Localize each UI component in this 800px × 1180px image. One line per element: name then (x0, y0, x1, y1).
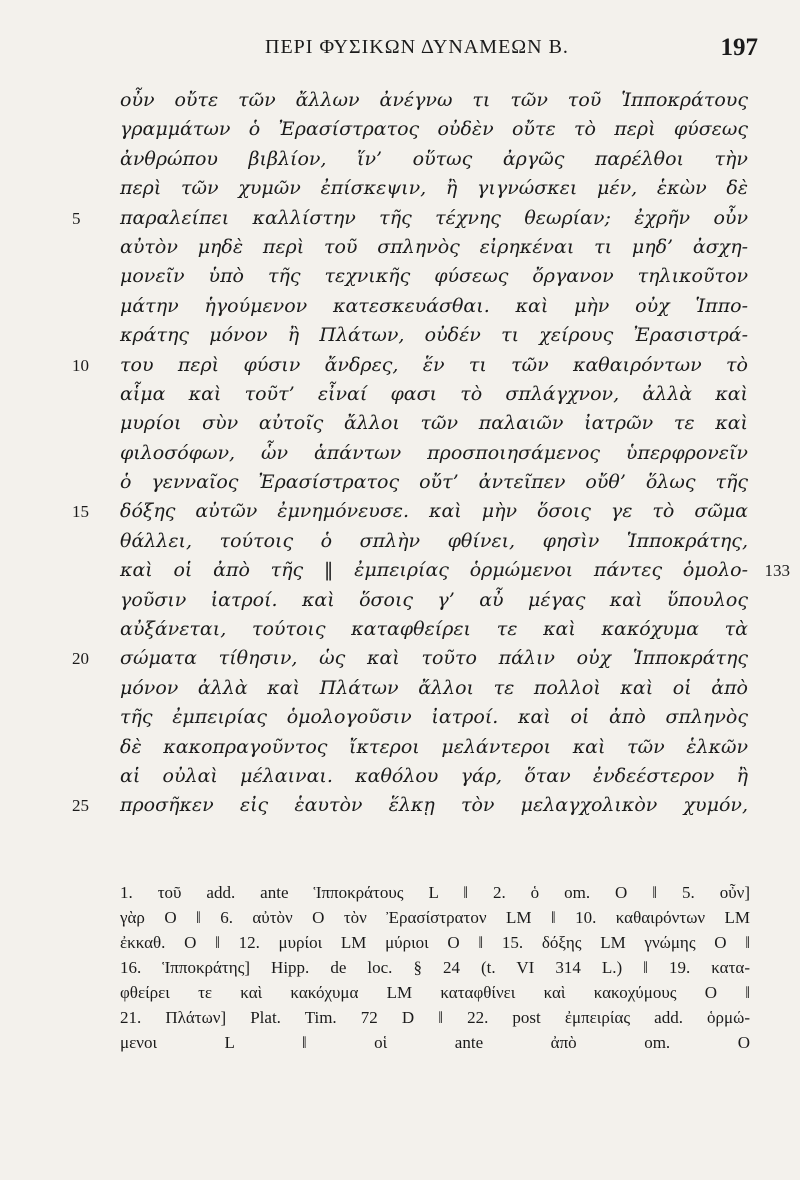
line-text: μονεῖν ὑπὸ τῆς τεχνικῆς φύσεως ὄργανον τηλικοῦτον (120, 265, 748, 288)
line-text: περὶ τῶν χυμῶν ἐπίσκεψιν, ἢ γιγνώσκει μέν, ἑκὼν δὲ (120, 177, 748, 200)
margin-page-reference: 133 (764, 561, 790, 581)
footnote-line: 1. τοῦ add. ante Ἱπποκράτους L ‖ 2. ὁ om. O ‖ 5. οὖν] (120, 883, 750, 902)
page-header (118, 36, 758, 76)
text-line (120, 586, 748, 615)
line-text: κράτης μόνον ἢ Πλάτων, οὐδέν τι χείρους Ἐρασιστρά- (120, 324, 748, 347)
text-line (120, 674, 748, 703)
text-line (120, 615, 748, 644)
line-text: αἷμα καὶ τοῦτ’ εἶναί φασι τὸ σπλάγχνον, ἀλλὰ καὶ (120, 382, 748, 405)
text-line (120, 468, 748, 497)
line-text: μάτην ἡγούμενον κατεσκευάσθαι. καὶ μὴν οὐχ Ἱππο- (120, 294, 748, 317)
footnote-line: μενοι L ‖ οἱ ante ἀπὸ om. O (120, 1033, 750, 1052)
text-line (120, 233, 748, 262)
text-line (120, 115, 748, 144)
line-text: μυρίοι σὺν αὐτοῖς ἄλλοι τῶν παλαιῶν ἰατρῶν τε καὶ (120, 412, 748, 435)
line-number: 5 (72, 208, 81, 228)
text-line (120, 703, 748, 732)
line-text: μόνον ἀλλὰ καὶ Πλάτων ἄλλοι τε πολλοὶ καὶ οἱ ἀπὸ (120, 676, 748, 699)
apparatus-criticus (120, 880, 750, 1055)
line-text: του περὶ φύσιν ἄνδρες, ἕν τι τῶν καθαιρόντων τὸ (120, 353, 748, 376)
footnote-line: 21. Πλάτων] Plat. Tim. 72 D ‖ 22. post ἐμπειρίας add. ὁρμώ- (120, 1008, 750, 1027)
running-title: ΠΕΡΙ ΦΥΣΙΚΩΝ ΔΥΝΑΜΕΩΝ Β. (265, 36, 569, 58)
text-line (120, 409, 748, 438)
text-line (120, 527, 748, 556)
text-line (72, 497, 748, 526)
line-text: φιλοσόφων, ὧν ἁπάντων προσποιησάμενος ὑπερφρονεῖν (120, 441, 748, 464)
text-line (120, 174, 748, 203)
line-text: αὐτὸν μηδὲ περὶ τοῦ σπληνὸς εἰρηκέναι τι μηδ’ ἀσχη- (120, 235, 748, 258)
line-text: προσῆκεν εἰς ἑαυτὸν ἕλκῃ τὸν μελαγχολικὸν χυμόν, (120, 794, 748, 817)
text-line (120, 321, 748, 350)
line-text: καὶ οἱ ἀπὸ τῆς ‖ ἐμπειρίας ὁρμώμενοι πάντες ὁμολο- (120, 559, 748, 582)
footnote-line: φθείρει τε καὶ κακόχυμα LM καταφθίνει καὶ κακοχύμους O ‖ (120, 983, 750, 1002)
text-line (72, 204, 748, 233)
text-line (120, 292, 748, 321)
line-text: γοῦσιν ἰατροί. καὶ ὅσοις γ’ αὖ μέγας καὶ ὕπουλος (120, 588, 748, 611)
line-text: αἱ οὐλαὶ μέλαιναι. καθόλου γάρ, ὅταν ἐνδεέστερον ἢ (120, 764, 748, 787)
line-text: θάλλει, τούτοις ὁ σπλὴν φθίνει, φησὶν Ἱπποκράτης, (120, 529, 748, 552)
line-text: δὲ κακοπραγοῦντος ἴκτεροι μελάντεροι καὶ τῶν ἑλκῶν (120, 735, 748, 758)
text-line (120, 86, 748, 115)
text-line (120, 762, 748, 791)
line-text: οὖν οὔτε τῶν ἄλλων ἀνέγνω τι τῶν τοῦ Ἱπποκράτους (120, 89, 748, 111)
text-line (120, 733, 748, 762)
line-text: αὐξάνεται, τούτοις καταφθείρει τε καὶ κακόχυμα τὰ (120, 618, 748, 641)
text-line (120, 262, 748, 291)
text-line (120, 380, 748, 409)
line-text: δόξης αὐτῶν ἐμνημόνευσε. καὶ μὴν ὅσοις γε τὸ σῶμα (120, 500, 748, 523)
footnote-line: ἐκκαθ. O ‖ 12. μυρίοι LM μύριοι O ‖ 15. δόξης LM γνώμης O ‖ (120, 933, 750, 952)
line-number: 20 (72, 649, 89, 669)
footnote-line: γὰρ O ‖ 6. αὐτὸν O τὸν Ἐρασίστρατον LM ‖ 10. καθαιρόντων LM (120, 908, 750, 927)
line-text: γραμμάτων ὁ Ἐρασίστρατος οὐδὲν οὔτε τὸ περὶ φύσεως (120, 118, 748, 141)
text-line (120, 439, 748, 468)
line-number: 15 (72, 502, 89, 522)
text-line (72, 791, 748, 820)
text-line (120, 556, 790, 585)
text-line (72, 644, 748, 673)
line-text: τῆς ἐμπειρίας ὁμολογοῦσιν ἰατροί. καὶ οἱ ἀπὸ σπληνὸς (120, 706, 748, 729)
line-text: ἀνθρώπου βιβλίον, ἵν’ οὕτως ἀργῶς παρέλθοι τὴν (120, 147, 748, 170)
line-text: ὁ γενναῖος Ἐρασίστρατος οὔτ’ ἀντεῖπεν οὔθ’ ὅλως τῆς (120, 471, 748, 494)
page-number: 197 (720, 34, 758, 61)
text-line (120, 145, 748, 174)
footnote-line: 16. Ἱπποκράτης] Hipp. de loc. § 24 (t. VI 314 L.) ‖ 19. κατα- (120, 958, 750, 977)
main-text (0, 86, 800, 821)
line-number: 10 (72, 355, 89, 375)
line-number: 25 (72, 796, 89, 816)
text-line (72, 351, 748, 380)
line-text: σώματα τίθησιν, ὡς καὶ τοῦτο πάλιν οὐχ Ἱπποκράτης (120, 647, 748, 670)
line-text: παραλείπει καλλίστην τῆς τέχνης θεωρίαν; ἐχρῆν οὖν (120, 206, 748, 229)
